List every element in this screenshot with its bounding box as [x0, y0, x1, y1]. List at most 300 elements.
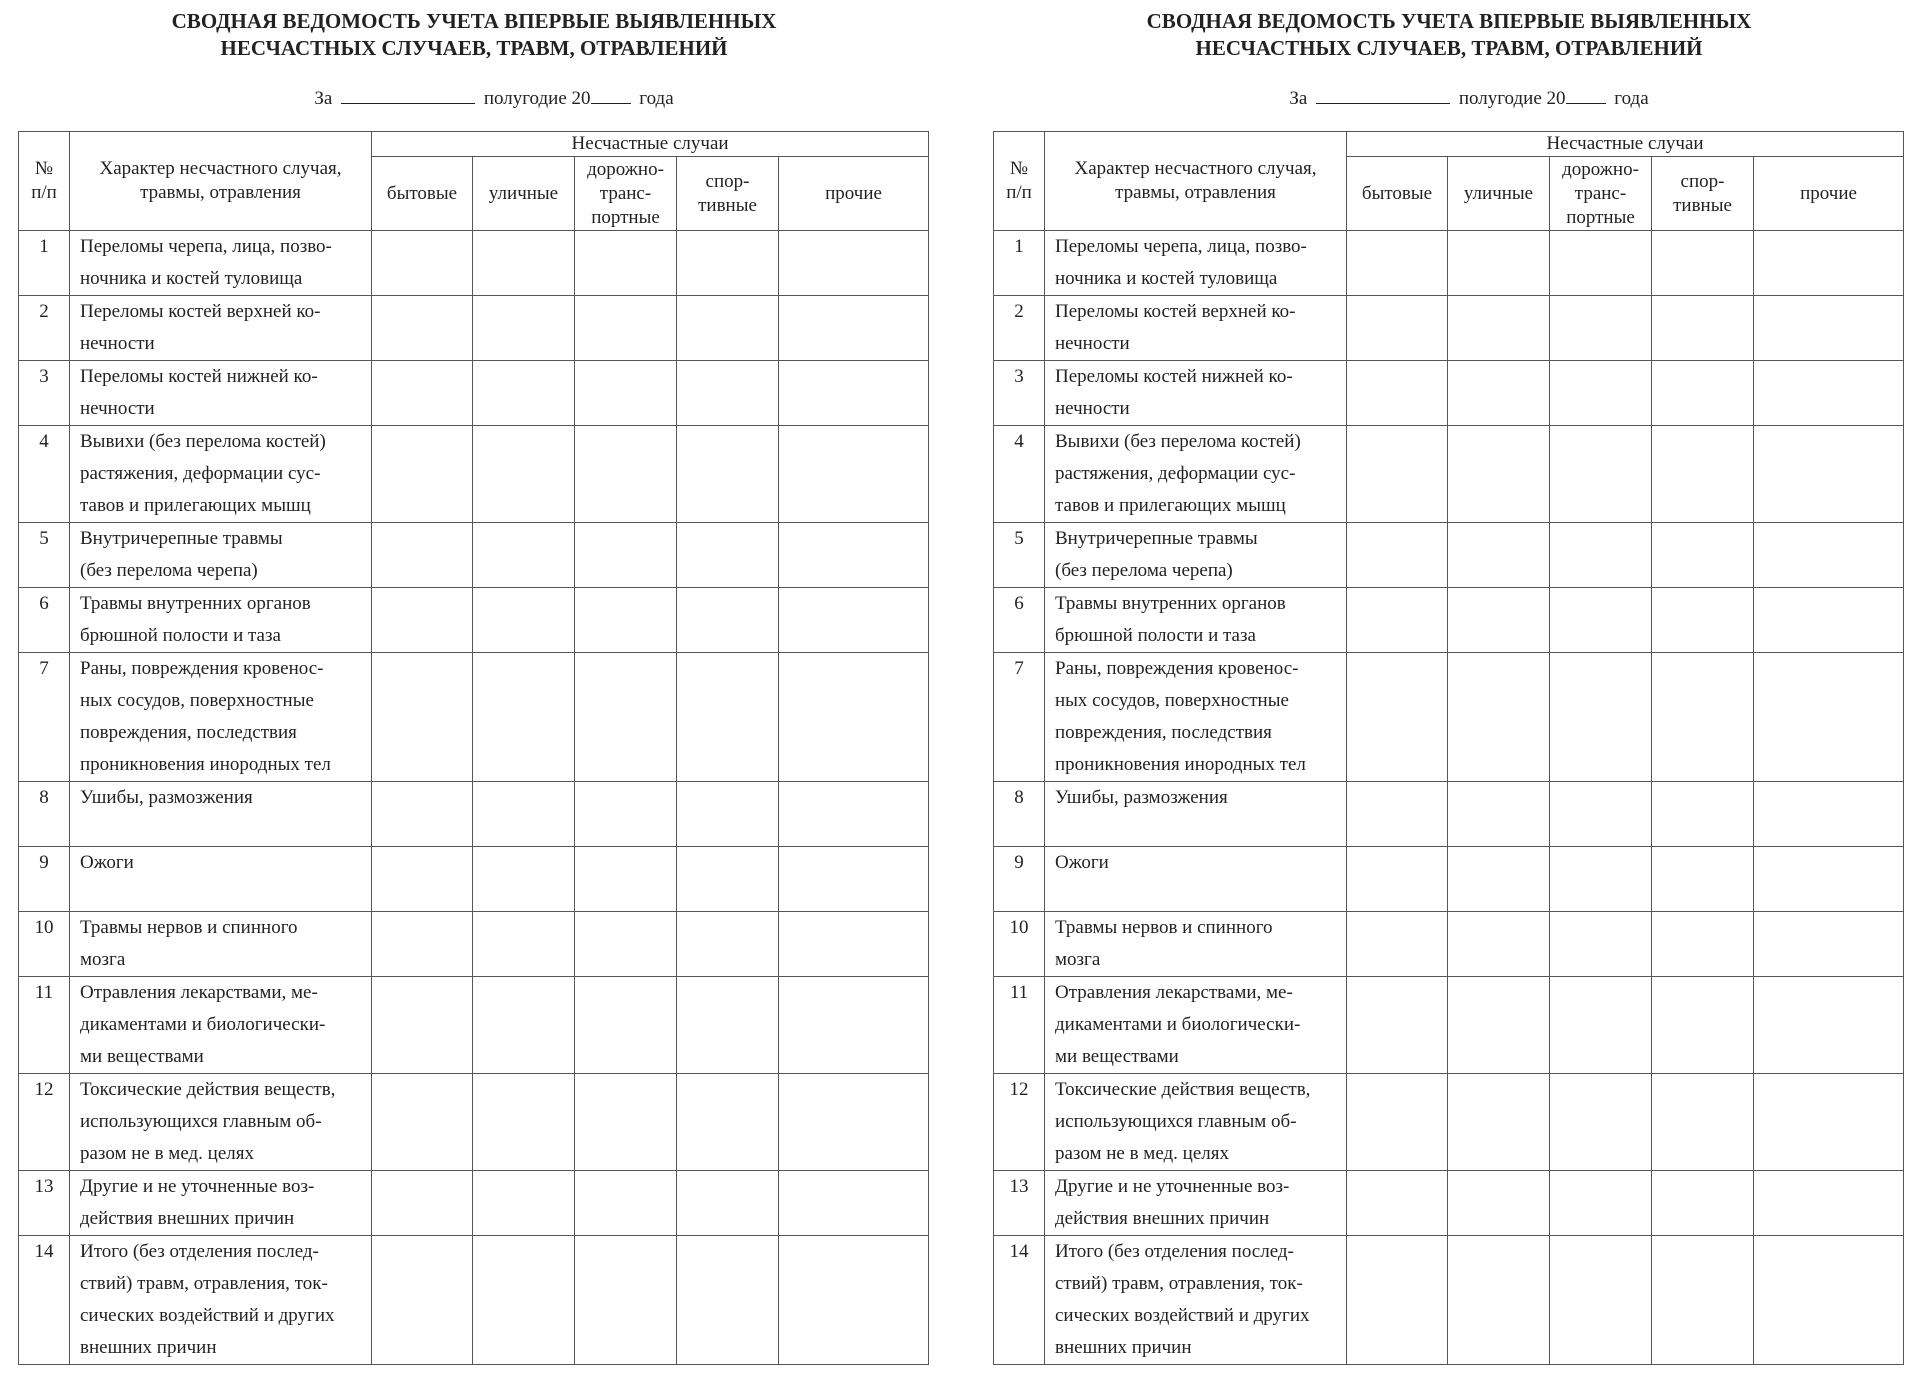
col-household: бытовые [1347, 157, 1448, 231]
cell-household[interactable] [372, 847, 473, 912]
cell-sport[interactable] [677, 1074, 779, 1171]
cell-sport[interactable] [1652, 588, 1754, 653]
cell-sport[interactable] [677, 912, 779, 977]
row-description-line: Раны, повреждения кровенос- [1055, 658, 1299, 679]
cell-sport[interactable] [677, 1236, 779, 1365]
cell-household[interactable] [1347, 847, 1448, 912]
row-description-line: внешних причин [80, 1337, 217, 1358]
row-description [70, 361, 372, 426]
cell-other[interactable] [1754, 361, 1904, 426]
cell-street[interactable] [473, 847, 575, 912]
cell-household[interactable] [372, 782, 473, 847]
cell-street[interactable] [473, 296, 575, 361]
cell-household[interactable] [1347, 912, 1448, 977]
num-header: № п/п [19, 132, 70, 231]
cell-household[interactable] [1347, 977, 1448, 1074]
cell-household[interactable] [1347, 523, 1448, 588]
cell-street[interactable] [473, 1171, 575, 1236]
row-description-line: Вывихи (без перелома костей) [80, 431, 326, 452]
cell-road-transport[interactable] [575, 653, 677, 782]
cell-household[interactable] [372, 1171, 473, 1236]
row-description [1045, 653, 1347, 782]
cell-road-transport[interactable] [575, 1074, 677, 1171]
cell-sport[interactable] [677, 523, 779, 588]
cell-other[interactable] [779, 296, 929, 361]
row-description-line: действия внешних причин [80, 1208, 295, 1229]
cell-road-transport[interactable] [1550, 1074, 1652, 1171]
cell-street[interactable] [473, 977, 575, 1074]
cell-sport[interactable] [1652, 523, 1754, 588]
cell-road-transport[interactable] [575, 231, 677, 296]
cell-household[interactable] [1347, 361, 1448, 426]
row-description-line: (без перелома черепа) [80, 560, 258, 581]
row-description-line: Переломы костей верхней ко- [1055, 301, 1296, 322]
row-number: 11 [994, 977, 1045, 1074]
row-number: 4 [19, 426, 70, 523]
table-row [994, 653, 1904, 782]
row-description-line: Травмы нервов и спинного [80, 917, 298, 938]
row-description-line: Вывихи (без перелома костей) [1055, 431, 1301, 452]
cell-street[interactable] [1448, 588, 1550, 653]
row-description-line: брюшной полости и таза [1055, 625, 1256, 646]
cell-street[interactable] [473, 523, 575, 588]
period-line [993, 85, 1905, 113]
row-number: 12 [19, 1074, 70, 1171]
num-header: № п/п [994, 132, 1045, 231]
cell-street[interactable] [473, 361, 575, 426]
cell-other[interactable] [779, 1236, 929, 1365]
form-page-right [993, 0, 1905, 1358]
cell-sport[interactable] [677, 588, 779, 653]
cell-road-transport[interactable] [1550, 523, 1652, 588]
row-description-line: Переломы черепа, лица, позво- [80, 236, 332, 257]
col-household: бытовые [372, 157, 473, 231]
cell-sport[interactable] [1652, 231, 1754, 296]
cell-street[interactable] [473, 231, 575, 296]
row-description-line: внешних причин [1055, 1337, 1192, 1358]
cell-other[interactable] [1754, 231, 1904, 296]
row-description-line: ствий) травм, отравления, ток- [80, 1273, 328, 1294]
row-description-line: растяжения, деформации сус- [80, 463, 321, 484]
cell-household[interactable] [1347, 1171, 1448, 1236]
title-line-1: СВОДНАЯ ВЕДОМОСТЬ УЧЕТА ВПЕРВЫЕ ВЫЯВЛЕННЫХ [1146, 9, 1752, 33]
cell-street[interactable] [473, 588, 575, 653]
cell-street[interactable] [1448, 1074, 1550, 1171]
row-number: 13 [19, 1171, 70, 1236]
table-row [994, 296, 1904, 361]
cell-other[interactable] [779, 912, 929, 977]
table-row [994, 231, 1904, 296]
row-description [1045, 296, 1347, 361]
row-description-line: повреждения, последствия [1055, 722, 1272, 743]
cell-street[interactable] [1448, 1236, 1550, 1365]
row-number: 7 [19, 653, 70, 782]
cell-street[interactable] [1448, 653, 1550, 782]
cell-other[interactable] [779, 1074, 929, 1171]
group-header: Несчастные случаи [372, 132, 929, 157]
cell-other[interactable] [1754, 588, 1904, 653]
cell-sport[interactable] [1652, 1236, 1754, 1365]
table-row [994, 912, 1904, 977]
row-description-line: Травмы нервов и спинного [1055, 917, 1273, 938]
row-number: 4 [994, 426, 1045, 523]
period-line [18, 85, 930, 113]
cell-road-transport[interactable] [1550, 361, 1652, 426]
cell-street[interactable] [473, 912, 575, 977]
row-description-line: тавов и прилегающих мышц [1055, 495, 1286, 516]
row-description [1045, 847, 1347, 912]
row-description-line: Другие и не уточненные воз- [80, 1176, 315, 1197]
cell-other[interactable] [779, 523, 929, 588]
row-description [70, 231, 372, 296]
desc-header: Характер несчастного случая, травмы, отравления [70, 132, 372, 231]
cell-other[interactable] [1754, 653, 1904, 782]
cell-road-transport[interactable] [1550, 782, 1652, 847]
row-number: 13 [994, 1171, 1045, 1236]
cell-other[interactable] [779, 782, 929, 847]
cell-street[interactable] [473, 782, 575, 847]
cell-road-transport[interactable] [575, 296, 677, 361]
col-sport: спор- тивные [677, 157, 779, 231]
table-row [994, 361, 1904, 426]
accident-table [993, 131, 1904, 1365]
cell-street[interactable] [473, 1074, 575, 1171]
row-description-line: проникновения инородных тел [1055, 754, 1306, 775]
cell-sport[interactable] [1652, 361, 1754, 426]
col-street: уличные [473, 157, 575, 231]
row-description-line: Переломы костей нижней ко- [1055, 366, 1293, 387]
cell-road-transport[interactable] [575, 1171, 677, 1236]
table-row [994, 1074, 1904, 1171]
cell-road-transport[interactable] [575, 847, 677, 912]
row-description-line: сических воздействий и других [1055, 1305, 1310, 1326]
period-half-year-blank[interactable] [1316, 85, 1450, 104]
cell-sport[interactable] [1652, 426, 1754, 523]
row-number: 8 [994, 782, 1045, 847]
col-road-transport: дорожно- транс- портные [1550, 157, 1652, 231]
cell-sport[interactable] [677, 782, 779, 847]
row-description-line: сических воздействий и других [80, 1305, 335, 1326]
period-middle: полугодие 20 [483, 88, 591, 109]
cell-street[interactable] [473, 1236, 575, 1365]
row-description [70, 653, 372, 782]
cell-road-transport[interactable] [575, 977, 677, 1074]
row-description [1045, 588, 1347, 653]
cell-sport[interactable] [1652, 296, 1754, 361]
cell-household[interactable] [1347, 782, 1448, 847]
cell-sport[interactable] [1652, 912, 1754, 977]
table-row [19, 296, 929, 361]
cell-household[interactable] [372, 361, 473, 426]
row-description-line [1055, 879, 1346, 911]
cell-road-transport[interactable] [575, 912, 677, 977]
row-description-line: Ушибы, размозжения [80, 787, 253, 808]
cell-street[interactable] [1448, 361, 1550, 426]
cell-sport[interactable] [1652, 977, 1754, 1074]
table-row [994, 523, 1904, 588]
col-sport: спор- тивные [1652, 157, 1754, 231]
cell-road-transport[interactable] [1550, 653, 1652, 782]
cell-sport[interactable] [677, 296, 779, 361]
row-description [70, 1171, 372, 1236]
cell-household[interactable] [1347, 653, 1448, 782]
row-description-line: нечности [80, 333, 155, 354]
cell-other[interactable] [1754, 1074, 1904, 1171]
cell-road-transport[interactable] [1550, 1171, 1652, 1236]
row-description-line: Итого (без отделения послед- [80, 1241, 319, 1262]
cell-road-transport[interactable] [575, 588, 677, 653]
period-suffix: года [1614, 88, 1649, 109]
cell-street[interactable] [1448, 847, 1550, 912]
cell-household[interactable] [1347, 426, 1448, 523]
table-row [19, 653, 929, 782]
cell-road-transport[interactable] [575, 426, 677, 523]
period-middle: полугодие 20 [1458, 88, 1566, 109]
row-description-line: растяжения, деформации сус- [1055, 463, 1296, 484]
table-row [19, 1236, 929, 1365]
row-description [70, 847, 372, 912]
row-description-line: Переломы костей верхней ко- [80, 301, 321, 322]
row-description-line: Травмы внутренних органов [1055, 593, 1286, 614]
cell-household[interactable] [372, 653, 473, 782]
cell-other[interactable] [1754, 782, 1904, 847]
table-row [19, 1171, 929, 1236]
group-header: Несчастные случаи [1347, 132, 1904, 157]
cell-other[interactable] [1754, 1171, 1904, 1236]
row-description [1045, 782, 1347, 847]
row-description [70, 977, 372, 1074]
cell-household[interactable] [1347, 588, 1448, 653]
row-number: 5 [994, 523, 1045, 588]
row-description-line: Переломы костей нижней ко- [80, 366, 318, 387]
period-suffix: года [639, 88, 674, 109]
cell-household[interactable] [372, 231, 473, 296]
row-description [1045, 1171, 1347, 1236]
row-number: 3 [19, 361, 70, 426]
row-description-line: Переломы черепа, лица, позво- [1055, 236, 1307, 257]
cell-other[interactable] [779, 361, 929, 426]
cell-sport[interactable] [1652, 1171, 1754, 1236]
table-row [19, 782, 929, 847]
row-description-line: дикаментами и биологически- [80, 1014, 326, 1035]
row-description-line: Ушибы, размозжения [1055, 787, 1228, 808]
cell-road-transport[interactable] [575, 523, 677, 588]
row-description-line: разом не в мед. целях [1055, 1143, 1230, 1164]
row-description-line: Отравления лекарствами, ме- [1055, 982, 1293, 1003]
cell-street[interactable] [1448, 912, 1550, 977]
row-description [1045, 977, 1347, 1074]
row-description-line: тавов и прилегающих мышц [80, 495, 311, 516]
cell-street[interactable] [473, 653, 575, 782]
cell-road-transport[interactable] [575, 782, 677, 847]
form-title [993, 8, 1905, 62]
row-description-line [80, 814, 371, 846]
period-year-blank[interactable] [591, 85, 631, 104]
period-prefix: За [314, 88, 333, 109]
title-line-2: НЕСЧАСТНЫХ СЛУЧАЕВ, ТРАВМ, ОТРАВЛЕНИЙ [220, 36, 728, 60]
table-row [19, 231, 929, 296]
row-number: 3 [994, 361, 1045, 426]
row-number: 12 [994, 1074, 1045, 1171]
cell-household[interactable] [372, 296, 473, 361]
cell-household[interactable] [1347, 231, 1448, 296]
period-half-year-blank[interactable] [341, 85, 475, 104]
cell-household[interactable] [372, 523, 473, 588]
cell-household[interactable] [372, 977, 473, 1074]
cell-road-transport[interactable] [1550, 426, 1652, 523]
row-description-line: использующихся главным об- [1055, 1111, 1297, 1132]
row-description [1045, 361, 1347, 426]
cell-other[interactable] [779, 588, 929, 653]
row-description [1045, 426, 1347, 523]
cell-other[interactable] [779, 231, 929, 296]
cell-road-transport[interactable] [1550, 1236, 1652, 1365]
row-description-line: нечности [1055, 333, 1130, 354]
table-row [19, 847, 929, 912]
row-description-line: нечности [1055, 398, 1130, 419]
row-description-line: нечности [80, 398, 155, 419]
row-description [70, 296, 372, 361]
cell-household[interactable] [1347, 1074, 1448, 1171]
cell-road-transport[interactable] [575, 1236, 677, 1365]
cell-other[interactable] [1754, 1236, 1904, 1365]
cell-sport[interactable] [677, 847, 779, 912]
row-description-line: Внутричерепные травмы [80, 528, 283, 549]
cell-household[interactable] [1347, 296, 1448, 361]
row-number: 11 [19, 977, 70, 1074]
row-description [70, 782, 372, 847]
cell-road-transport[interactable] [1550, 912, 1652, 977]
row-description-line: мозга [1055, 949, 1101, 970]
row-description-line: Ожоги [80, 852, 134, 873]
table-body [19, 231, 929, 1365]
cell-other[interactable] [1754, 426, 1904, 523]
cell-sport[interactable] [677, 1171, 779, 1236]
accident-table [18, 131, 929, 1365]
row-description-line: Ожоги [1055, 852, 1109, 873]
cell-road-transport[interactable] [1550, 977, 1652, 1074]
cell-sport[interactable] [677, 653, 779, 782]
cell-street[interactable] [1448, 523, 1550, 588]
cell-street[interactable] [473, 426, 575, 523]
cell-other[interactable] [1754, 977, 1904, 1074]
row-number: 9 [994, 847, 1045, 912]
row-number: 5 [19, 523, 70, 588]
row-number: 2 [19, 296, 70, 361]
cell-street[interactable] [1448, 296, 1550, 361]
cell-road-transport[interactable] [575, 361, 677, 426]
row-description-line [1055, 814, 1346, 846]
cell-other[interactable] [1754, 296, 1904, 361]
row-description-line: разом не в мед. целях [80, 1143, 255, 1164]
cell-other[interactable] [779, 1171, 929, 1236]
cell-sport[interactable] [677, 426, 779, 523]
row-description-line: ных сосудов, поверхностные [1055, 690, 1289, 711]
row-description [70, 1236, 372, 1365]
cell-household[interactable] [372, 912, 473, 977]
period-prefix: За [1289, 88, 1308, 109]
cell-street[interactable] [1448, 231, 1550, 296]
cell-other[interactable] [779, 426, 929, 523]
table-row [19, 977, 929, 1074]
cell-other[interactable] [1754, 912, 1904, 977]
col-street: уличные [1448, 157, 1550, 231]
row-description [70, 588, 372, 653]
cell-other[interactable] [1754, 847, 1904, 912]
row-description-line: ми веществами [80, 1046, 204, 1067]
row-number: 14 [994, 1236, 1045, 1365]
cell-household[interactable] [372, 1236, 473, 1365]
row-description-line: Итого (без отделения послед- [1055, 1241, 1294, 1262]
row-description-line: Травмы внутренних органов [80, 593, 311, 614]
cell-household[interactable] [372, 1074, 473, 1171]
row-description [70, 1074, 372, 1171]
table-row [994, 588, 1904, 653]
cell-sport[interactable] [1652, 653, 1754, 782]
cell-other[interactable] [1754, 523, 1904, 588]
row-description [1045, 231, 1347, 296]
cell-other[interactable] [779, 653, 929, 782]
row-description-line: использующихся главным об- [80, 1111, 322, 1132]
row-description-line: повреждения, последствия [80, 722, 297, 743]
cell-other[interactable] [779, 847, 929, 912]
cell-road-transport[interactable] [1550, 231, 1652, 296]
row-description-line: Раны, повреждения кровенос- [80, 658, 324, 679]
row-number: 10 [19, 912, 70, 977]
form-page-left [18, 0, 930, 1358]
row-number: 6 [994, 588, 1045, 653]
row-description [1045, 1074, 1347, 1171]
table-row [19, 523, 929, 588]
col-road-transport: дорожно- транс- портные [575, 157, 677, 231]
cell-road-transport[interactable] [1550, 588, 1652, 653]
table-row [19, 361, 929, 426]
table-row [994, 847, 1904, 912]
row-description-line: дикаментами и биологически- [1055, 1014, 1301, 1035]
cell-household[interactable] [372, 588, 473, 653]
row-number: 7 [994, 653, 1045, 782]
cell-sport[interactable] [677, 361, 779, 426]
row-description-line: проникновения инородных тел [80, 754, 331, 775]
cell-road-transport[interactable] [1550, 847, 1652, 912]
row-description [1045, 523, 1347, 588]
table-row [19, 426, 929, 523]
row-number: 10 [994, 912, 1045, 977]
row-description [1045, 912, 1347, 977]
row-description-line: брюшной полости и таза [80, 625, 281, 646]
cell-street[interactable] [1448, 977, 1550, 1074]
cell-street[interactable] [1448, 1171, 1550, 1236]
period-year-blank[interactable] [1566, 85, 1606, 104]
row-description-line: Токсические действия веществ, [80, 1079, 336, 1100]
row-number: 1 [994, 231, 1045, 296]
cell-household[interactable] [1347, 1236, 1448, 1365]
cell-sport[interactable] [677, 977, 779, 1074]
cell-sport[interactable] [677, 231, 779, 296]
desc-header: Характер несчастного случая, травмы, отравления [1045, 132, 1347, 231]
cell-sport[interactable] [1652, 847, 1754, 912]
cell-household[interactable] [372, 426, 473, 523]
row-description-line: ствий) травм, отравления, ток- [1055, 1273, 1303, 1294]
cell-sport[interactable] [1652, 782, 1754, 847]
cell-street[interactable] [1448, 426, 1550, 523]
cell-road-transport[interactable] [1550, 296, 1652, 361]
cell-street[interactable] [1448, 782, 1550, 847]
cell-sport[interactable] [1652, 1074, 1754, 1171]
cell-other[interactable] [779, 977, 929, 1074]
row-description [70, 523, 372, 588]
title-line-1: СВОДНАЯ ВЕДОМОСТЬ УЧЕТА ВПЕРВЫЕ ВЫЯВЛЕННЫХ [171, 9, 777, 33]
